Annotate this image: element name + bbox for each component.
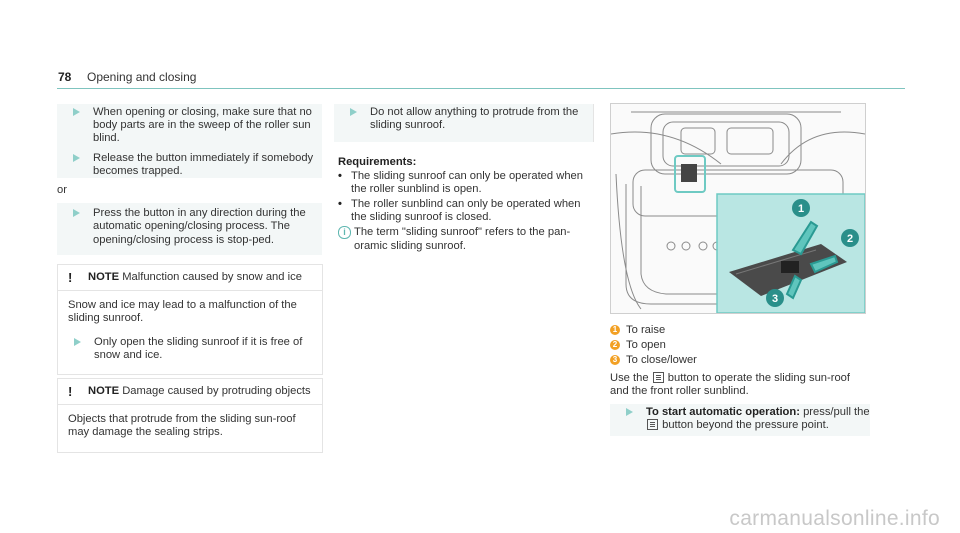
note-damage: [57, 378, 323, 453]
column-right: [610, 324, 870, 436]
column-middle: [334, 104, 594, 253]
warning-steps-block: [57, 104, 322, 178]
step-arrow-icon: [73, 209, 80, 217]
step-item: When opening or closing, make sure that no body parts are in the sweep of the roller sun blind.: [57, 106, 322, 146]
requirement-item: • The sliding sunroof can only be operated when the roller sunblind is open.: [338, 169, 583, 195]
warning-steps-block-2: [57, 203, 322, 255]
legend-badge-2: 2: [610, 340, 620, 350]
legend-item: 2 To open: [610, 339, 870, 352]
info-note: i The term "sliding sunroof" refers to the pan-oramic sliding sunroof.: [338, 226, 594, 252]
step-item: To start automatic operation: press/pull the button beyond the pressure point.: [610, 406, 870, 432]
use-instruction: Use the button to operate the sliding sun-roof and the front roller sunblind.: [610, 371, 851, 397]
requirement-item: • The roller sunblind can only be operated when the sliding sunroof is closed.: [338, 198, 581, 224]
legend-item: 1 To raise: [610, 324, 870, 337]
step-arrow-icon: [350, 108, 357, 116]
step-item: Only open the sliding sunroof if it is free of snow and ice.: [68, 336, 312, 362]
note-malfunction: [57, 264, 323, 375]
or-label: or: [57, 184, 322, 203]
bullet-icon: •: [338, 198, 342, 211]
page-number: 78: [58, 70, 72, 84]
requirements-block: [334, 156, 594, 252]
notice-icon: !: [68, 270, 73, 285]
overhead-panel-drawing: [611, 104, 865, 313]
step-arrow-icon: [73, 108, 80, 116]
step-arrow-icon: [626, 408, 633, 416]
step-item: Press the button in any direction during the automatic opening/closing process. The opening/closing process is stop-ped.: [57, 207, 322, 247]
requirements-label: Requirements:: [338, 156, 417, 169]
section-title: Opening and closing: [87, 70, 197, 84]
callout-2: 2: [846, 233, 854, 245]
header-rule: [57, 88, 905, 89]
step-item: Do not allow anything to protrude from the sliding sunroof.: [334, 106, 593, 132]
bullet-icon: •: [338, 169, 342, 182]
legend-badge-1: 1: [610, 325, 620, 335]
watermark: carmanualsonline.info: [729, 506, 940, 530]
note-body: Objects that protrude from the sliding sun-roof may damage the sealing strips.: [68, 413, 296, 439]
note-header: ! NOTE Damage caused by protruding objects: [58, 378, 322, 405]
sunroof-button-icon: [647, 419, 658, 430]
sunroof-control-illustration: [610, 103, 866, 314]
info-icon: i: [338, 226, 351, 239]
step-arrow-icon: [74, 338, 81, 346]
note-body: Snow and ice may lead to a malfunction of the sliding sunroof. Only open the sliding sunroof if it is free of snow and ice.: [58, 291, 322, 374]
note-header: ! NOTE Malfunction caused by snow and ice: [58, 264, 322, 291]
notice-icon: !: [68, 384, 73, 399]
warning-steps-block-3: [334, 104, 594, 142]
sunroof-button-icon: [653, 372, 664, 383]
column-left: [57, 104, 322, 255]
auto-operation-block: [610, 404, 870, 436]
legend-item: 3 To close/lower: [610, 354, 870, 367]
callout-1: 1: [797, 203, 805, 215]
step-item: Release the button immediately if somebody becomes trapped.: [57, 152, 322, 178]
legend-badge-3: 3: [610, 355, 620, 365]
callout-3: 3: [771, 293, 779, 305]
step-arrow-icon: [73, 154, 80, 162]
